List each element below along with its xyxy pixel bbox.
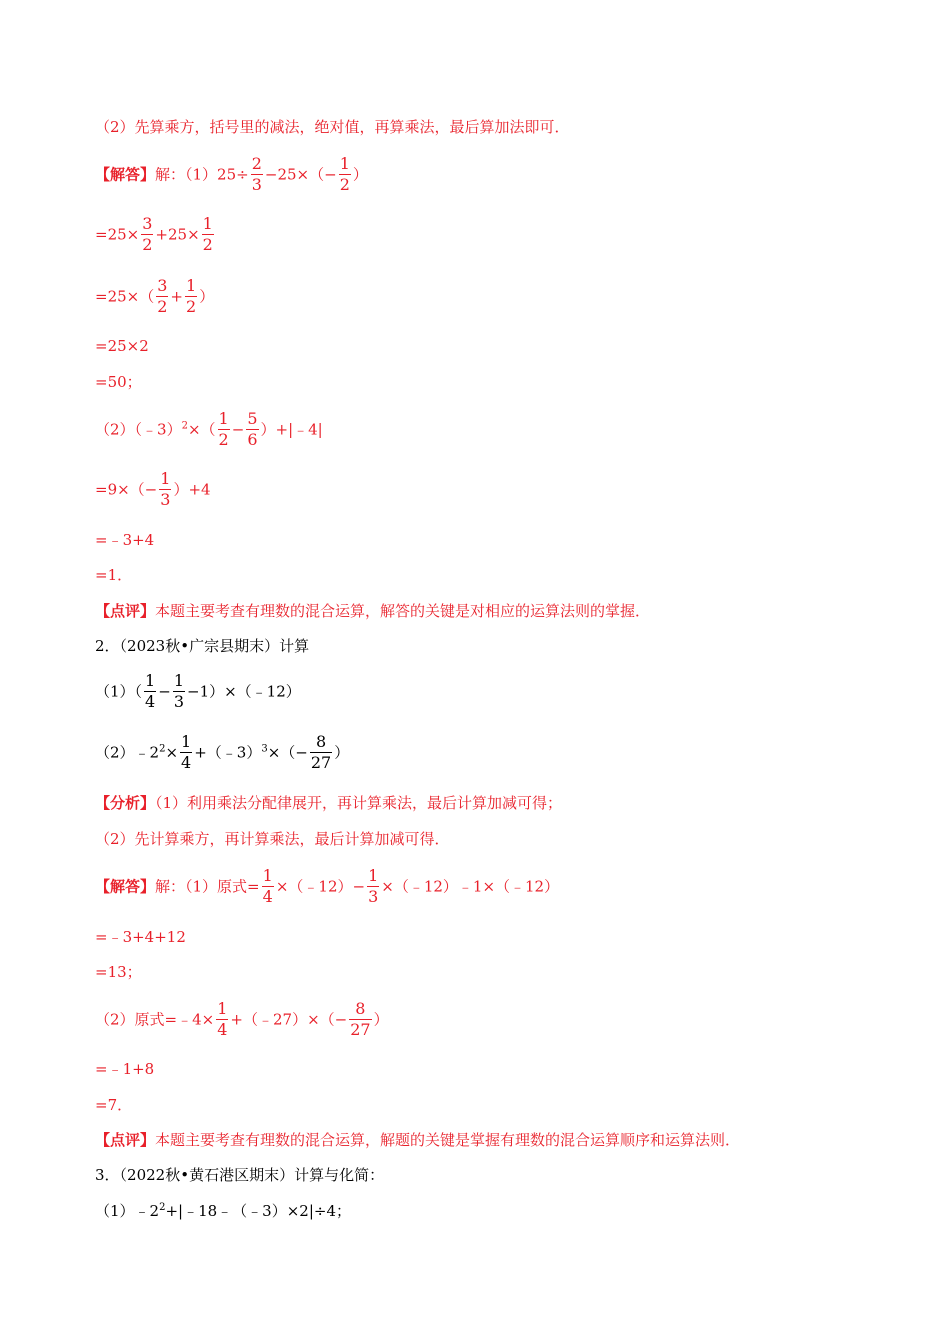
fraction: $\frac{8}{27}$ xyxy=(310,732,332,772)
fraction: $\frac{1}{2}$ xyxy=(339,154,350,194)
q2-part2-line3: =7． xyxy=(95,1096,133,1114)
fraction: $\frac{1}{4}$ xyxy=(217,999,228,1039)
q1-answer-line1: 【解答】解：（1）25÷ $\frac{2}{3}$ −25×（− $\frac{1}{2}$ ） xyxy=(95,154,368,194)
q1-part2-line2: =9×（− $\frac{1}{3}$ ）+4 xyxy=(95,469,211,509)
q1-answer-line3: =25×（ $\frac{3}{2}$ + $\frac{1}{2}$ ） xyxy=(95,276,215,316)
q2-answer-line3: =13； xyxy=(95,963,142,981)
fraction: $\frac{1}{4}$ xyxy=(145,671,156,711)
comment-tag: 【点评】 xyxy=(95,1131,156,1149)
q3-title: 3．（2022秋•黄石港区期末）计算与化简： xyxy=(95,1166,385,1184)
analysis-part2-line: （2）先算乘方，括号里的减法，绝对值，再算乘法，最后算加法即可． xyxy=(95,118,570,136)
q1-answer-line2: =25× $\frac{3}{2}$ +25× $\frac{1}{2}$ xyxy=(95,214,213,254)
fraction: $\frac{1}{3}$ xyxy=(160,469,171,509)
fraction: $\frac{3}{2}$ xyxy=(157,276,168,316)
fraction: $\frac{5}{6}$ xyxy=(247,409,258,449)
q2-part2: $(2)﹣2^2\times$ $\frac{1}{4}$ +（﹣3）$^3$×（− $\frac{8}{27}$ ） xyxy=(95,732,350,772)
fraction: $\frac{1}{2}$ xyxy=(218,409,229,449)
q2-analysis: 【分析】（1）利用乘法分配律展开，再计算乘法，最后计算加减可得； xyxy=(95,794,563,812)
fraction: $\frac{1}{3}$ xyxy=(173,671,184,711)
q3-part1: $(1)﹣2^2+|﹣18﹣(﹣3)\times 2|\div 4$； xyxy=(95,1202,351,1220)
answer-tag: 【解答】 xyxy=(95,877,156,896)
q2-comment: 【点评】本题主要考查有理数的混合运算，解题的关键是掌握有理数的混合运算顺序和运算法则． xyxy=(95,1131,741,1149)
fraction: $\frac{8}{27}$ xyxy=(350,999,371,1039)
q2-part1: （1）（ $\frac{1}{4}$ − $\frac{1}{3}$ −1）×（﹣12） xyxy=(95,671,301,711)
q1-part2-line4: =1． xyxy=(95,566,133,584)
answer-tag: 【解答】 xyxy=(95,165,156,184)
analysis-tag: 【分析】 xyxy=(95,794,156,812)
q1-part2-line1: （2）（﹣3）$^2$×（ $\frac{1}{2}$ − $\frac{5}{6}$ ）+|﹣4| xyxy=(95,409,323,449)
q2-analysis-line2: （2）先计算乘方，再计算乘法，最后计算加减可得． xyxy=(95,830,450,848)
fraction: $\frac{1}{2}$ xyxy=(186,276,197,316)
fraction: $\frac{1}{3}$ xyxy=(368,866,379,906)
q2-answer-line2: =﹣3+4+12 xyxy=(95,928,186,946)
q2-title: 2．（2023秋•广宗县期末）计算 xyxy=(95,637,310,655)
q1-answer-line5: =50； xyxy=(95,373,142,391)
fraction: $\frac{1}{2}$ xyxy=(202,214,213,254)
q2-answer-line1: 【解答】解：（1）原式= $\frac{1}{4}$ ×（﹣12）− $\frac{1}{3}$ ×（﹣12）﹣1×（﹣12） xyxy=(95,866,560,906)
comment-tag: 【点评】 xyxy=(95,602,156,620)
fraction: $\frac{1}{4}$ xyxy=(181,732,192,772)
q1-answer-line4: =25×2 xyxy=(95,337,149,355)
fraction: $\frac{3}{2}$ xyxy=(142,214,153,254)
q1-part2-line3: =﹣3+4 xyxy=(95,531,155,549)
fraction: $\frac{2}{3}$ xyxy=(251,154,262,194)
q1-comment: 【点评】本题主要考查有理数的混合运算，解答的关键是对相应的运算法则的掌握． xyxy=(95,602,651,620)
fraction: $\frac{1}{4}$ xyxy=(262,866,273,906)
q2-part2-line1: （2）原式=﹣4× $\frac{1}{4}$ +（﹣27）×（− $\frac{8}{27}$ ） xyxy=(95,999,389,1039)
q2-part2-line2: =﹣1+8 xyxy=(95,1060,155,1078)
